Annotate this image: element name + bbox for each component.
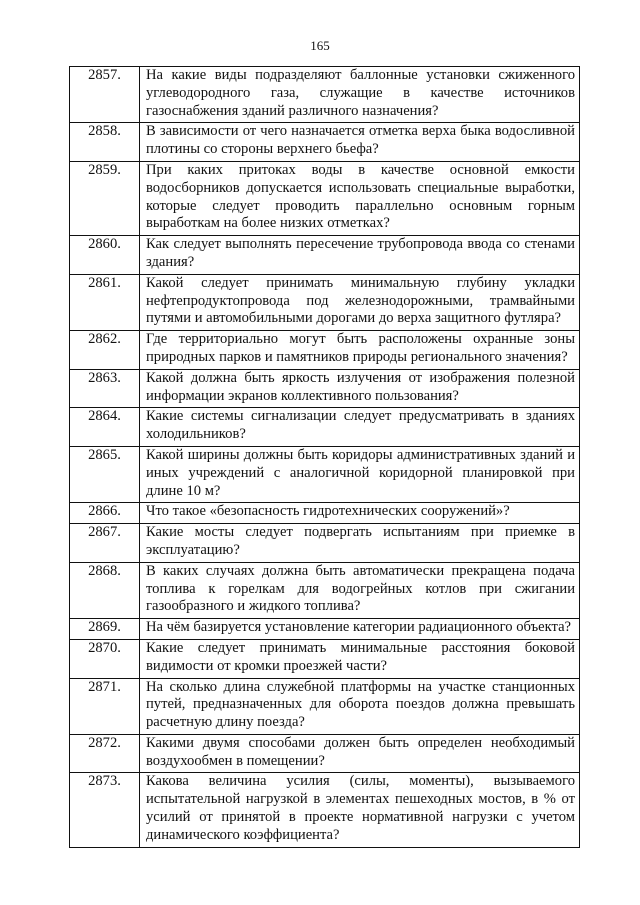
table-row [70, 369, 580, 408]
question-number: 2857. [70, 67, 140, 123]
question-text: Какой должна быть яркость излучения от изображения полезной информации экранов коллективного пользования? [140, 369, 580, 408]
question-number: 2859. [70, 161, 140, 235]
question-number: 2858. [70, 123, 140, 162]
question-number: 2873. [70, 773, 140, 847]
question-text: Что такое «безопасность гидротехнических сооружений»? [140, 503, 580, 524]
question-number: 2869. [70, 619, 140, 640]
question-number: 2867. [70, 524, 140, 563]
table-row [70, 678, 580, 734]
table-row [70, 503, 580, 524]
question-text: На сколько длина служебной платформы на участке станционных путей, предназначенных для оборота поездов должна превышать расчетную длину поезда? [140, 678, 580, 734]
question-text: Как следует выполнять пересечение трубопровода ввода со стенами здания? [140, 236, 580, 275]
question-text: На какие виды подразделяют баллонные установки сжиженного углеводородного газа, служащие в качестве источников газоснабжения зданий различного назначения? [140, 67, 580, 123]
question-text: При каких притоках воды в качестве основной емкости водосборников допускается использовать специальные выработки, которые следует проводить параллельно основным горным выработкам на более низких отметках? [140, 161, 580, 235]
question-number: 2865. [70, 446, 140, 502]
questions-table-body [70, 67, 580, 848]
page-number: 165 [310, 38, 330, 53]
question-number: 2870. [70, 639, 140, 678]
question-text: На чём базируется установление категории радиационного объекта? [140, 619, 580, 640]
question-number: 2868. [70, 562, 140, 618]
question-text: Какой следует принимать минимальную глубину укладки нефтепродуктопровода под железнодорожными, трамвайными путями и автомобильными дорогами до верха защитного футляра? [140, 274, 580, 330]
question-text: Какие следует принимать минимальные расстояния боковой видимости от кромки проезжей части? [140, 639, 580, 678]
question-number: 2866. [70, 503, 140, 524]
question-text: Какой ширины должны быть коридоры административных зданий и иных учреждений с аналогичной коридорной планировкой при длине 10 м? [140, 446, 580, 502]
table-row [70, 408, 580, 447]
table-row [70, 562, 580, 618]
question-text: В каких случаях должна быть автоматически прекращена подача топлива к горелкам для водогрейных котлов при сжигании газообразного и жидкого топлива? [140, 562, 580, 618]
question-text: В зависимости от чего назначается отметка верха быка водосливной плотины со стороны верхнего бьефа? [140, 123, 580, 162]
question-text: Какие системы сигнализации следует предусматривать в зданиях холодильников? [140, 408, 580, 447]
questions-table [69, 66, 580, 848]
question-number: 2871. [70, 678, 140, 734]
table-row [70, 331, 580, 370]
table-row [70, 773, 580, 847]
question-number: 2872. [70, 734, 140, 773]
question-number: 2860. [70, 236, 140, 275]
table-row [70, 161, 580, 235]
table-row [70, 734, 580, 773]
question-text: Какова величина усилия (силы, моменты), вызываемого испытательной нагрузкой в элементах пешеходных мостов, в % от усилий от принятой в проекте нормативной нагрузки с учетом динамического коэффициента? [140, 773, 580, 847]
question-number: 2864. [70, 408, 140, 447]
table-row [70, 274, 580, 330]
question-text: Где территориально могут быть расположены охранные зоны природных парков и памятников природы регионального значения? [140, 331, 580, 370]
table-row [70, 524, 580, 563]
table-row [70, 67, 580, 123]
table-row [70, 639, 580, 678]
table-row [70, 123, 580, 162]
question-number: 2863. [70, 369, 140, 408]
question-number: 2862. [70, 331, 140, 370]
question-number: 2861. [70, 274, 140, 330]
table-row [70, 619, 580, 640]
question-text: Какие мосты следует подвергать испытаниям при приемке в эксплуатацию? [140, 524, 580, 563]
table-row [70, 236, 580, 275]
question-text: Какими двумя способами должен быть определен необходимый воздухообмен в помещении? [140, 734, 580, 773]
table-row [70, 446, 580, 502]
